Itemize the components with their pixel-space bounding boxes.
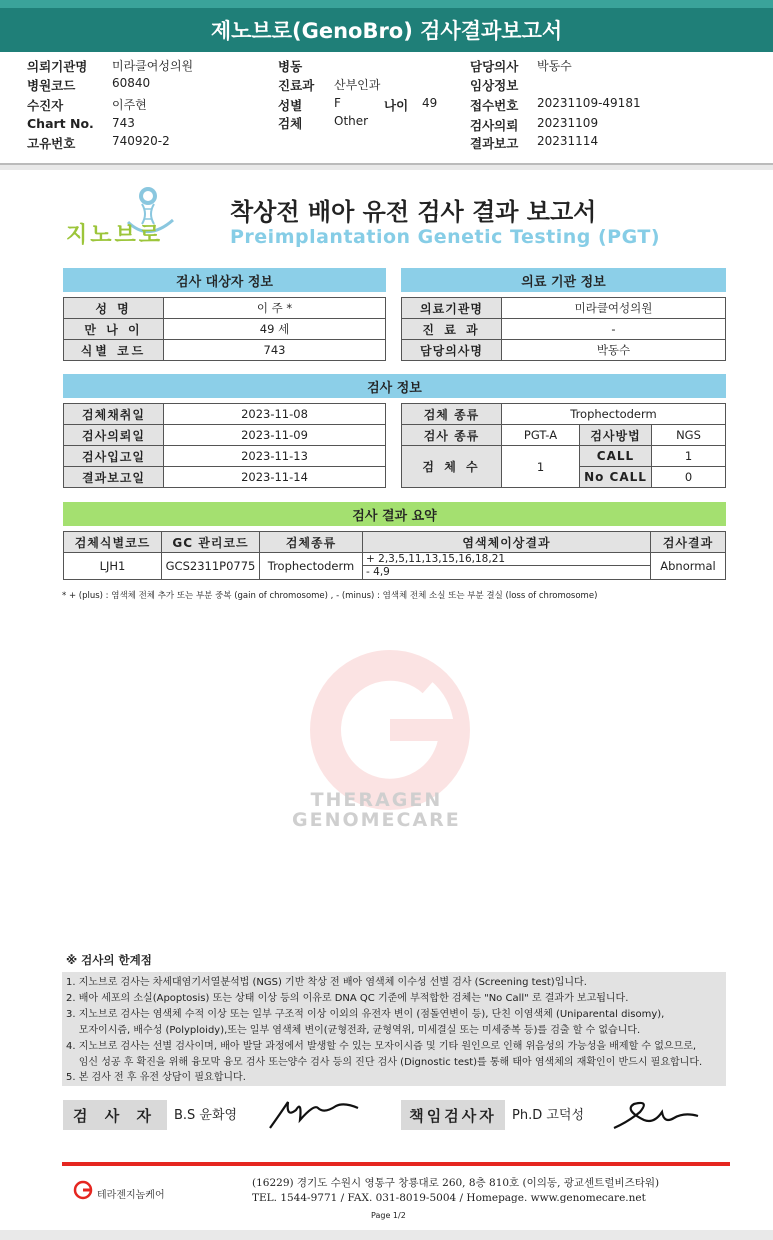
plus-chromosomes: 2,3,5,11,13,15,16,18,21 bbox=[378, 553, 506, 565]
institution-label: 의뢰기관명 bbox=[27, 59, 88, 74]
limitation-line: 2. 배아 세포의 소실(Apoptosis) 또는 상태 이상 등의 이유로 DNA QC 기준에 부적합한 검체는 "No Call" 로 결과가 보고됩니다. bbox=[66, 992, 629, 1004]
footer-divider bbox=[62, 1162, 730, 1166]
summary-chromosome-cell bbox=[363, 553, 651, 580]
sample-count-value: 1 bbox=[502, 446, 580, 488]
doctor-value: 박동수 bbox=[537, 59, 572, 73]
summary-gc-value: GCS2311P0775 bbox=[162, 553, 260, 580]
minus-sign: - bbox=[366, 566, 370, 578]
specimen-value: Other bbox=[334, 114, 369, 128]
subject-info-heading: 검사 대상자 정보 bbox=[63, 268, 386, 292]
tester-label: 검 사 자 bbox=[63, 1100, 167, 1130]
nocall-label: No CALL bbox=[580, 467, 652, 488]
subject-age-label: 만 나 이 bbox=[64, 319, 164, 340]
report-header-title: 제노브로(GenoBro) 검사결과보고서 bbox=[0, 0, 773, 52]
inst-name-value: 미라클여성의원 bbox=[502, 298, 726, 319]
summary-col-sample: 검체식별코드 bbox=[64, 532, 162, 553]
sample-count-label: 검 체 수 bbox=[402, 446, 502, 488]
age-value: 49 bbox=[422, 96, 438, 110]
call-value: 1 bbox=[652, 446, 726, 467]
request-date-label: 검사의뢰일 bbox=[64, 425, 164, 446]
test-type-value: PGT-A bbox=[502, 425, 580, 446]
unique-value: 740920-2 bbox=[112, 134, 170, 148]
brand-logo-text: 지노브로 bbox=[66, 223, 164, 248]
director-name: Ph.D 고덕성 bbox=[512, 1108, 585, 1123]
limitation-line: 1. 지노브로 검사는 차세대염기서열분석법 (NGS) 기반 착상 전 배아 염색체 이수성 선별 검사 (Screening test)입니다. bbox=[66, 977, 587, 988]
limitations-box bbox=[62, 972, 726, 1086]
watermark-text bbox=[292, 790, 461, 830]
subject-info-table bbox=[63, 297, 386, 361]
summary-col-gc: GC 관리코드 bbox=[162, 532, 260, 553]
footer-company-name: 테라젠지놈케어 bbox=[97, 1190, 165, 1201]
test-specimen-table bbox=[401, 403, 726, 488]
inst-doctor-label: 담당의사명 bbox=[402, 340, 502, 361]
doctor-label: 담당의사 bbox=[470, 59, 519, 74]
result-label: 결과보고 bbox=[470, 136, 519, 151]
method-label: 검사방법 bbox=[580, 425, 652, 446]
age-label: 나이 bbox=[384, 98, 409, 113]
clinical-label: 임상정보 bbox=[470, 78, 519, 93]
inst-doctor-value: 박동수 bbox=[502, 340, 726, 361]
institution-info-heading: 의료 기관 정보 bbox=[401, 268, 726, 292]
test-dates-table bbox=[63, 403, 386, 488]
limitations-title: ※ 검사의 한계점 bbox=[66, 953, 152, 967]
receipt-value: 20231109-49181 bbox=[537, 96, 641, 110]
limitation-line: 4. 지노브로 검사는 선별 검사이며, 배아 발달 과정에서 발생할 수 있는 모자이시즘 및 기타 원인으로 인해 위음성의 가능성을 배제할 수 없으므로, bbox=[66, 1040, 697, 1052]
footer-address: (16229) 경기도 수원시 영통구 창룡대로 260, 8층 810호 (이의동, 광교센트럴비즈타워) bbox=[252, 1177, 660, 1189]
sex-label: 성별 bbox=[278, 98, 303, 113]
hospital-code-label: 병원코드 bbox=[27, 78, 76, 93]
sex-value: F bbox=[334, 96, 341, 110]
director-signature-icon bbox=[610, 1094, 702, 1134]
summary-row bbox=[64, 553, 726, 580]
summary-sample-value: LJH1 bbox=[64, 553, 162, 580]
arrive-date-value: 2023-11-13 bbox=[164, 446, 386, 467]
plus-sign: + bbox=[366, 553, 375, 565]
inst-dept-value: - bbox=[502, 319, 726, 340]
subject-age-value: 49 세 bbox=[164, 319, 386, 340]
patient-value: 이주현 bbox=[112, 98, 147, 112]
subject-id-value: 743 bbox=[164, 340, 386, 361]
specimen-type-label: 검체 종류 bbox=[402, 404, 502, 425]
tester-name: B.S 윤화영 bbox=[174, 1108, 238, 1123]
summary-heading: 검사 결과 요약 bbox=[63, 502, 726, 526]
hospital-code-value: 60840 bbox=[112, 76, 151, 90]
theragen-g-icon bbox=[73, 1180, 93, 1200]
unique-label: 고유번호 bbox=[27, 136, 76, 151]
watermark-line2: GENOMECARE bbox=[292, 809, 461, 831]
watermark-line1: THERAGEN bbox=[310, 789, 443, 811]
summary-col-type: 검체종류 bbox=[260, 532, 363, 553]
minus-chromosomes: 4,9 bbox=[373, 566, 390, 578]
specimen-type-value: Trophectoderm bbox=[502, 404, 726, 425]
footer-address-block bbox=[252, 1176, 659, 1206]
report-title-english: Preimplantation Genetic Testing (PGT) bbox=[230, 226, 660, 248]
limitation-line: 3. 지노브로 검사는 염색체 수적 이상 또는 일부 구조적 이상 이외의 유전자 변이 (점돌연변이 등), 단친 이염색체 (Uniparental disomy), bbox=[66, 1008, 665, 1020]
test-info-heading: 검사 정보 bbox=[63, 374, 726, 398]
inst-name-label: 의료기관명 bbox=[402, 298, 502, 319]
report-date-value: 2023-11-14 bbox=[164, 467, 386, 488]
summary-col-chromosome: 염색체이상결과 bbox=[363, 532, 651, 553]
subject-id-label: 식별 코드 bbox=[64, 340, 164, 361]
request-date-value: 2023-11-09 bbox=[164, 425, 386, 446]
nocall-value: 0 bbox=[652, 467, 726, 488]
arrive-date-label: 검사입고일 bbox=[64, 446, 164, 467]
chart-value: 743 bbox=[112, 116, 135, 130]
summary-footnote: * + (plus) : 염색체 전체 추가 또는 부분 중복 (gain of chromosome) , - (minus) : 염색체 전체 소실 또는 부분 결실 (loss of chromosome) bbox=[62, 591, 598, 601]
call-label: CALL bbox=[580, 446, 652, 467]
report-date-label: 결과보고일 bbox=[64, 467, 164, 488]
inst-dept-label: 진 료 과 bbox=[402, 319, 502, 340]
collect-date-label: 검체채취일 bbox=[64, 404, 164, 425]
receipt-label: 접수번호 bbox=[470, 98, 519, 113]
subject-name-label: 성 명 bbox=[64, 298, 164, 319]
request-label: 검사의뢰 bbox=[470, 118, 519, 133]
page-number: Page 1/2 bbox=[371, 1211, 406, 1220]
dept-label: 진료과 bbox=[278, 78, 315, 93]
report-title-korean: 착상전 배아 유전 검사 결과 보고서 bbox=[230, 198, 597, 226]
method-value: NGS bbox=[652, 425, 726, 446]
institution-value: 미라클여성의원 bbox=[112, 59, 194, 73]
request-value: 20231109 bbox=[537, 116, 599, 130]
patient-label: 수진자 bbox=[27, 98, 64, 113]
tester-signature-icon bbox=[266, 1094, 362, 1132]
summary-col-result: 검사결과 bbox=[651, 532, 726, 553]
chart-label: Chart No. bbox=[27, 116, 94, 131]
limitation-line: 5. 본 검사 전 후 유전 상담이 필요합니다. bbox=[66, 1072, 246, 1084]
subject-name-value: 이 주 * bbox=[164, 298, 386, 319]
test-type-label: 검사 종류 bbox=[402, 425, 502, 446]
limitation-line: 모자이시즘, 배수성 (Polyploidy),또는 일부 염색체 변이(균형전좌, 균형역위, 미세결실 또는 미세중복 등)를 검출 할 수 없습니다. bbox=[66, 1024, 641, 1036]
footer-contact: TEL. 1544-9771 / FAX. 031-8019-5004 / Homepage. www.genomecare.net bbox=[252, 1192, 646, 1204]
collect-date-value: 2023-11-08 bbox=[164, 404, 386, 425]
specimen-label: 검체 bbox=[278, 116, 303, 131]
limitation-line: 임신 성공 후 확진을 위해 융모막 융모 검사 또는양수 검사 등의 진단 검사 (Dignostic test)를 통해 태아 염색체의 재확인이 반드시 필요합니다. bbox=[66, 1056, 703, 1068]
summary-type-value: Trophectoderm bbox=[260, 553, 363, 580]
director-label: 책임검사자 bbox=[401, 1100, 505, 1130]
report-header bbox=[0, 52, 773, 165]
dept-value: 산부인과 bbox=[334, 78, 381, 92]
institution-info-table bbox=[401, 297, 726, 361]
ward-label: 병동 bbox=[278, 59, 303, 74]
result-value: 20231114 bbox=[537, 134, 599, 148]
summary-table bbox=[63, 531, 726, 580]
summary-result-value: Abnormal bbox=[651, 553, 726, 580]
